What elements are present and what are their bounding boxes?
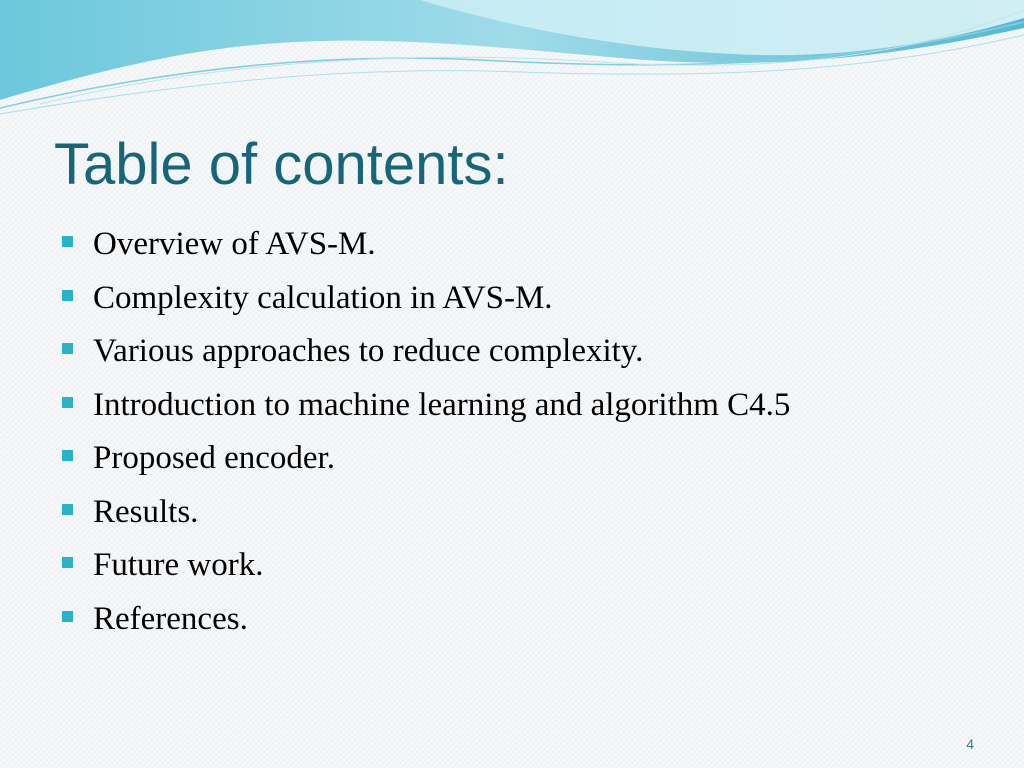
list-item-text: Overview of AVS-M. [93,226,376,263]
table-of-contents-list [62,218,790,646]
list-item-text: Results. [93,493,199,530]
square-bullet-icon [62,504,73,515]
list-item-text: References. [93,600,248,637]
square-bullet-icon [62,290,73,301]
list-item [62,272,790,326]
list-item-text: Future work. [93,547,264,584]
slide-page-number: 4 [966,736,974,752]
list-item [62,593,790,647]
list-item-text: Various approaches to reduce complexity. [93,333,644,370]
header-wave-decoration [0,0,1024,120]
list-item [62,379,790,433]
list-item [62,486,790,540]
list-item-text: Complexity calculation in AVS-M. [93,279,553,316]
list-item [62,539,790,593]
square-bullet-icon [62,397,73,408]
square-bullet-icon [62,450,73,461]
square-bullet-icon [62,557,73,568]
slide-title: Table of contents: [54,132,509,197]
list-item-text: Proposed encoder. [93,440,335,477]
square-bullet-icon [62,236,73,247]
list-item [62,325,790,379]
list-item [62,432,790,486]
list-item [62,218,790,272]
list-item-text: Introduction to machine learning and algorithm C4.5 [93,386,791,423]
square-bullet-icon [62,343,73,354]
square-bullet-icon [62,611,73,622]
